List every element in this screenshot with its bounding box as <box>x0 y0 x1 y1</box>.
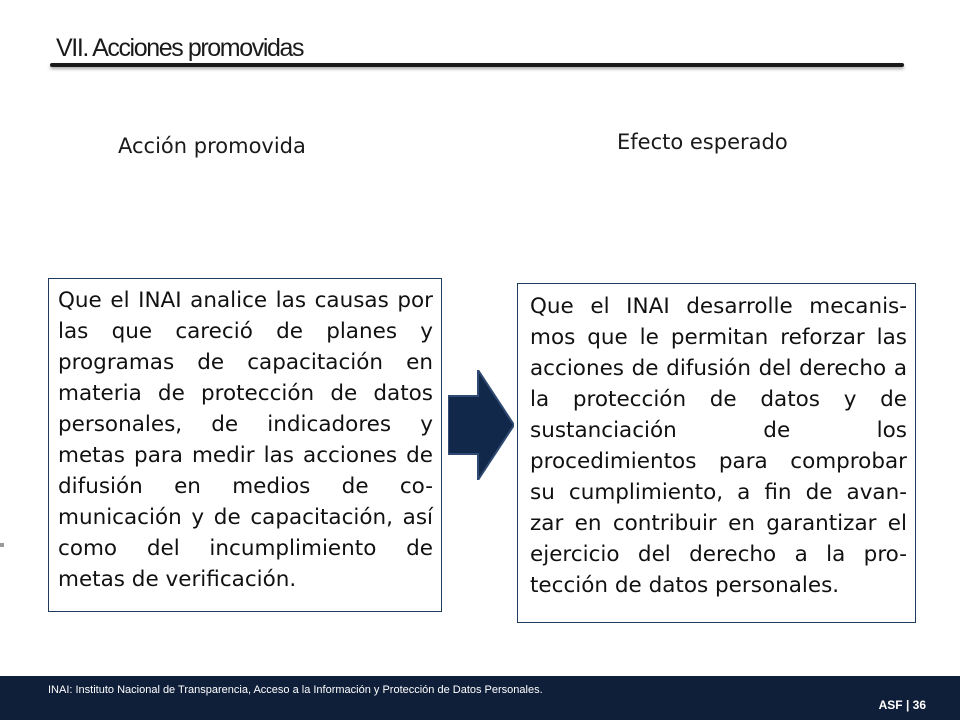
effect-box <box>517 283 916 623</box>
footer-note: INAI: Instituto Nacional de Transparencia, Acceso a la Información y Protección de Datos Personales. <box>48 684 543 696</box>
action-box <box>48 278 442 612</box>
page-title: VII. Acciones promovidas <box>56 34 304 62</box>
arrow-right-icon <box>448 370 514 480</box>
effect-heading: Efecto esperado <box>617 130 788 154</box>
page-number: ASF | 36 <box>878 698 926 712</box>
action-heading: Acción promovida <box>118 134 306 158</box>
footer-bar <box>0 676 960 720</box>
edge-mark <box>0 543 4 547</box>
title-divider <box>50 63 904 67</box>
effect-text: Que el INAI desarrolle mecanis- mos que le permitan reforzar las acciones de difusión del derecho a la protección de datos y de sustanciación de los procedimientos para comprobar su cumplimiento, a fin de avan- zar en contribuir en garantizar el ejercicio del derecho a la pro- tección de datos personales. <box>530 294 907 598</box>
action-text: Que el INAI analice las causas por las que careció de planes y programas de capacitación en materia de protección de datos personales, de indicadores y metas para medir las acciones de difusión en medios de co- municación y de capacitación, así como del incumplimiento de metas de verificación. <box>58 288 433 592</box>
